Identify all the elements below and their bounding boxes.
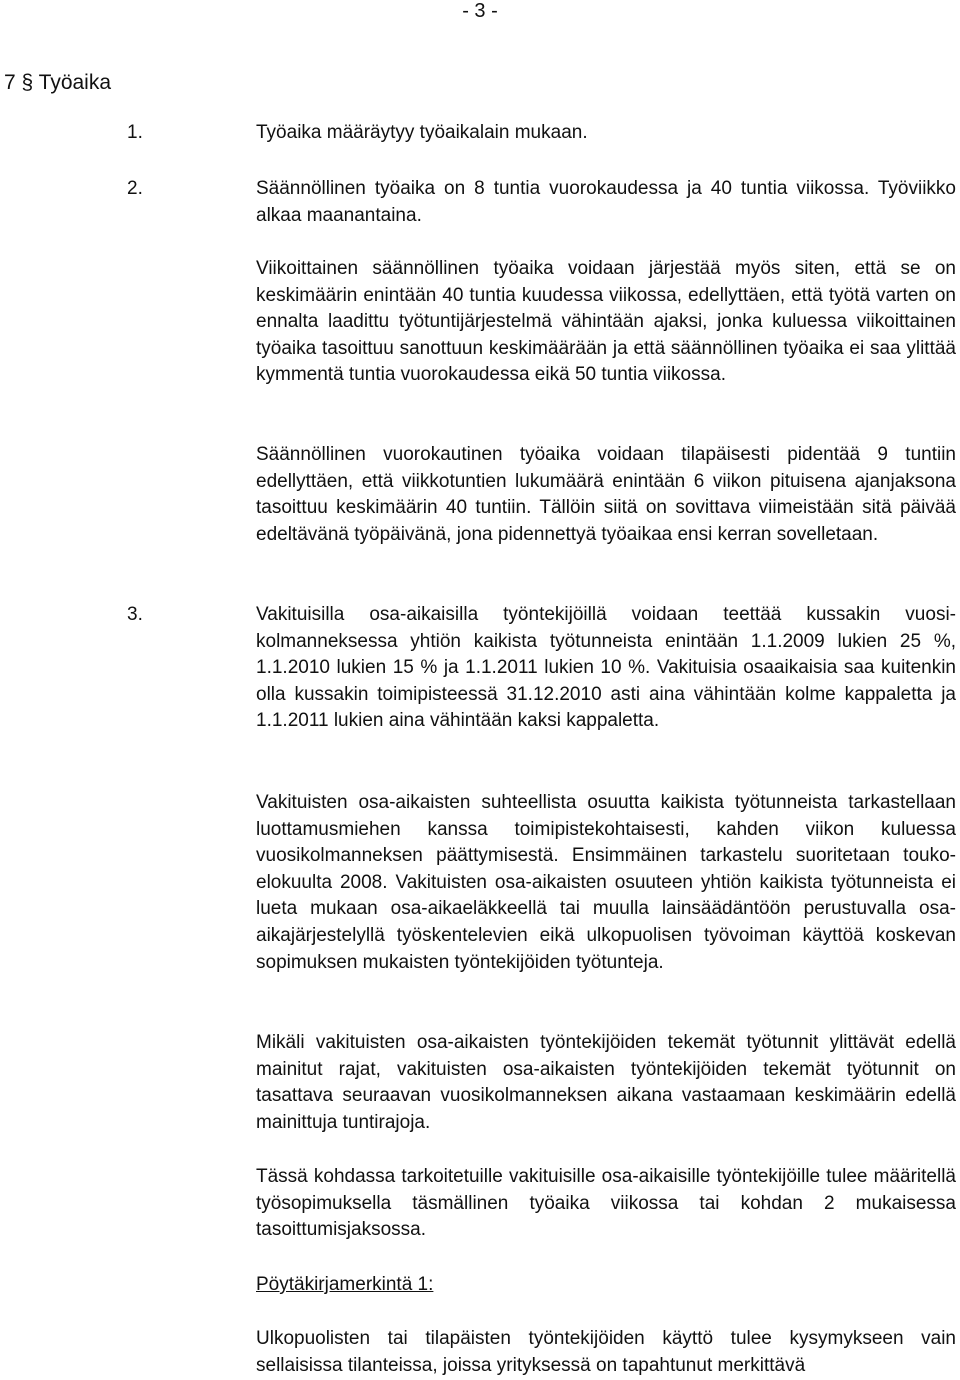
item-2-paragraph-2: Viikoittainen säännöllinen työaika voidaan järjestää myös siten, että se on keskimäärin enintään 40 tuntia kuudessa viikossa, edellyttäen, että työtä varten on ennalta laadittu työtuntijärjestelmä vähintään ajaksi, jonka kuluessa viikoittainen työaika tasoittuu sanottuun keskimäärään ja että säännöllinen työaika ei saa ylittää kymmentä tuntia vuorokaudessa eikä 50 tuntia viikossa. (256, 258, 956, 386)
item-number-3: 3. (127, 604, 143, 625)
item-3-paragraph-1: Vakituisilla osa-aikaisilla työntekijöillä voidaan teettää kussakin vuosikolmanneksessa yhtiön kaikista työtunneista enintään 1.1.2009 lukien 25 %, 1.1.2010 lukien 15 % ja 1.1.2011 lukien 10 %. Vakituisia osaaikaisia saa kuitenkin olla kussakin toimipisteessä 31.12.2010 asti aina vähintään kolme kappaletta ja 1.1.2011 lukien aina vähintään kaksi kappaletta. (256, 604, 956, 732)
item-number-1: 1. (127, 122, 143, 143)
item-1-paragraph-1: Työaika määräytyy työaikalain mukaan. (256, 122, 588, 143)
item-2-paragraph-3: Säännöllinen vuorokautinen työaika voidaan tilapäisesti pidentää 9 tuntiin edellyttäen, että viikkotuntien lukumäärä enintään 6 viikon pituisena ajanjaksona tasoittuu keskimäärin 40 tuntiin. Tällöin siitä on sovittava viimeistään sitä päivää edeltävänä työpäivänä, jona pidennettyä työaikaa ensi kerran sovelletaan. (256, 444, 956, 545)
item-2-paragraph-1: Säännöllinen työaika on 8 tuntia vuorokaudessa ja 40 tuntia viikossa. Työviikko alkaa maanantaina. (256, 178, 956, 226)
note-heading: Pöytäkirjamerkintä 1: (256, 1274, 434, 1295)
note-text: Ulkopuolisten tai tilapäisten työntekijöiden käyttö tulee kysymykseen vain sellaisissa tilanteissa, joissa yrityksessä on tapahtunut merkittävä (256, 1328, 956, 1376)
item-3-paragraph-4: Tässä kohdassa tarkoitetuille vakituisille osa-aikaisille työntekijöille tulee määritellä työsopimuksella täsmällinen työaika viikossa tai kohdan 2 mukaisessa tasoittumisjaksossa. (256, 1166, 956, 1241)
page-number: - 3 - (462, 0, 498, 22)
item-3-paragraph-2: Vakituisten osa-aikaisten suhteellista osuutta kaikista työtunneista tarkastellaan luottamusmiehen kanssa toimipistekohtaisesti, kahden viikon kuluessa vuosikolmanneksen päättymisestä. Ensimmäinen tarkastelu suoritetaan touko-elokuulta 2008. Vakituisten osa-aikaisten osuuteen yhtiön kaikista työtunneista ei lueta mukaan osa-aikaeläkkeellä tai muulla lainsäädäntöön perustuvalla osa-aikajärjestelyllä työskentelevien eikä ulkopuolisen työvoiman käyttöä koskevan sopimuksen mukaisten työntekijöiden työtunteja. (256, 792, 956, 973)
section-title: 7 § Työaika (4, 71, 112, 94)
item-number-2: 2. (127, 178, 143, 199)
item-3-paragraph-3: Mikäli vakituisten osa-aikaisten työntekijöiden tekemät työtunnit ylittävät edellä mainitut rajat, vakituisten osa-aikaisten työntekijöiden tekemät työtunnit on tasattava seuraavan vuosikolmanneksen aikana vastaamaan keskimäärin edellä mainittuja tuntirajoja. (256, 1032, 956, 1133)
